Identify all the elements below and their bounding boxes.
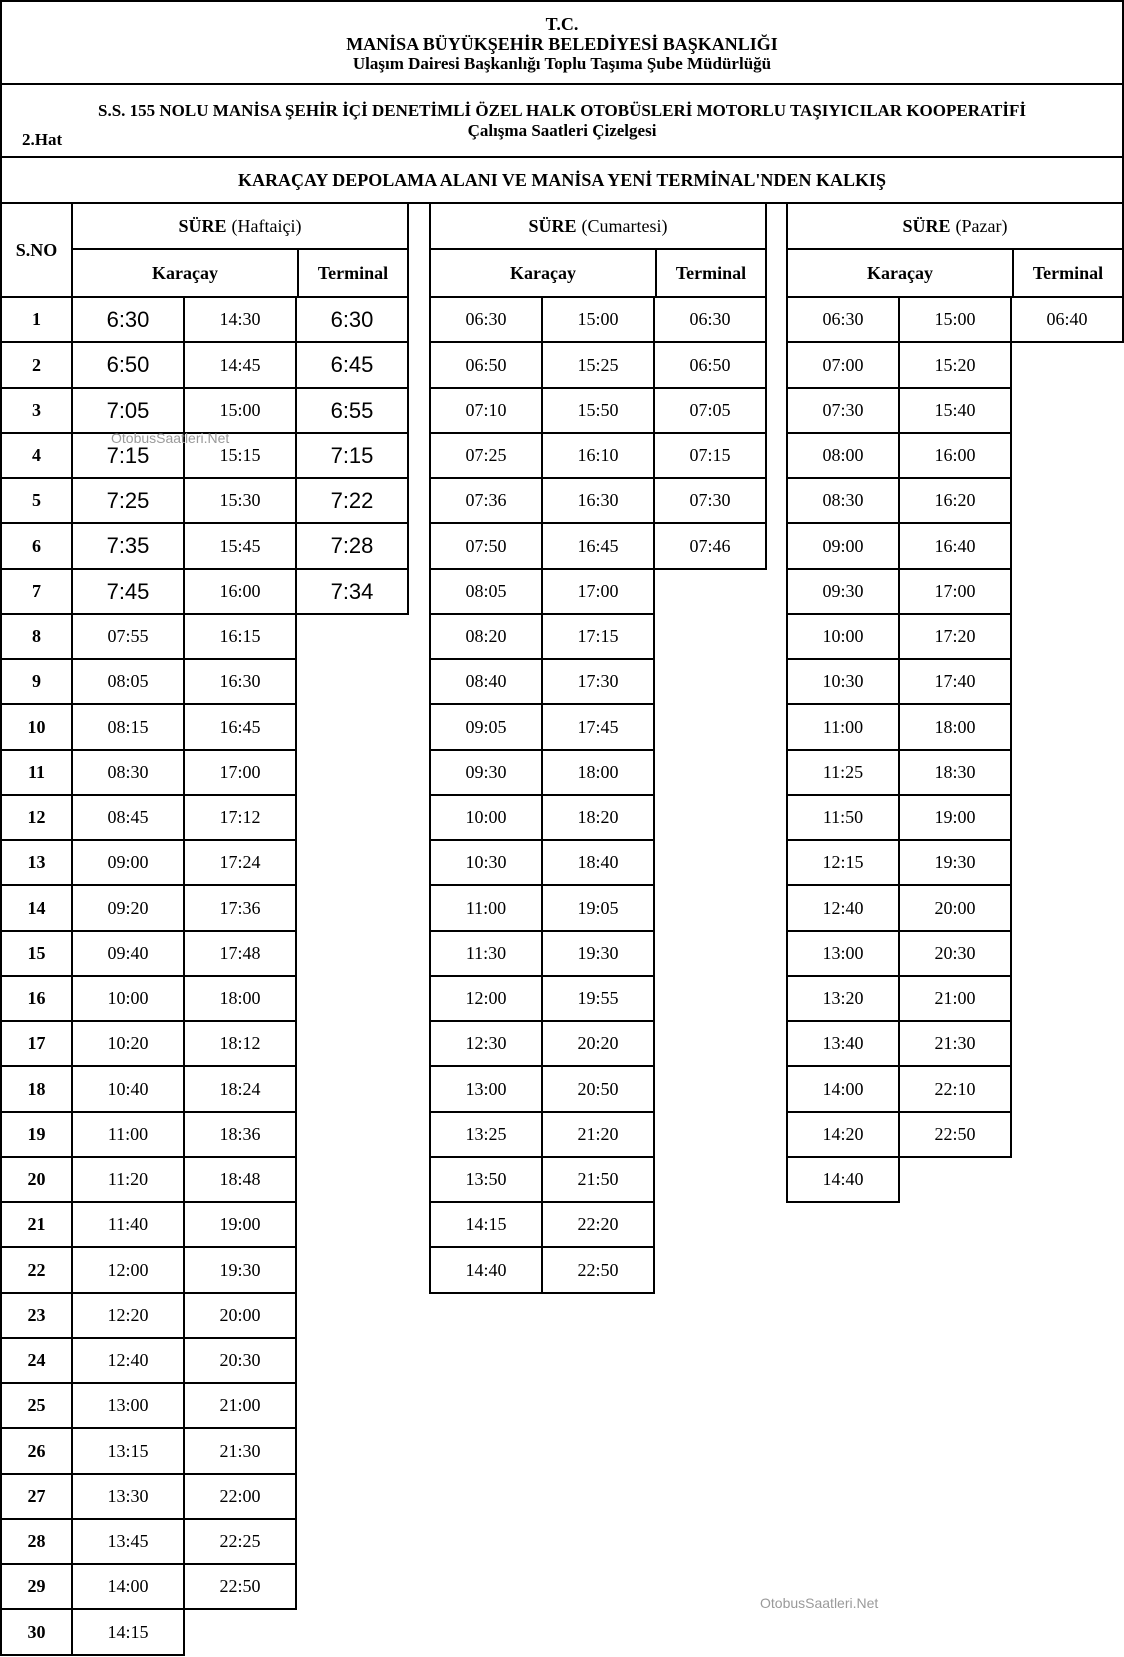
sno-cell: 21 <box>0 1201 73 1248</box>
karacay-time-cell: 10:00 <box>429 794 543 841</box>
watermark-bottom: OtobusSaatleri.Net <box>760 1595 879 1611</box>
terminal-time-cell: 7:28 <box>295 522 409 570</box>
karacay-time-cell: 15:00 <box>541 296 655 343</box>
sno-cell: 22 <box>0 1246 73 1294</box>
karacay-time-cell: 15:50 <box>541 387 655 434</box>
sno-cell: 3 <box>0 387 73 434</box>
sno-cell: 29 <box>0 1563 73 1610</box>
schedule-header-0 <box>71 202 409 250</box>
karacay-col-header: Karaçay <box>429 248 657 298</box>
karacay-time-cell: 07:25 <box>429 432 543 479</box>
sure-label: SÜRE <box>902 215 951 236</box>
karacay-time-cell: 11:40 <box>71 1201 185 1248</box>
karacay-time-cell: 11:25 <box>786 749 900 796</box>
karacay-time-cell: 14:15 <box>429 1201 543 1248</box>
karacay-time-cell: 08:20 <box>429 613 543 660</box>
sno-cell: 28 <box>0 1518 73 1565</box>
karacay-time-cell: 18:40 <box>541 839 655 886</box>
karacay-time-cell: 10:20 <box>71 1020 185 1067</box>
karacay-time-cell: 13:00 <box>71 1382 185 1429</box>
karacay-time-cell: 19:30 <box>541 930 655 977</box>
karacay-time-cell: 09:30 <box>429 749 543 796</box>
karacay-time-cell: 6:50 <box>71 341 185 389</box>
karacay-time-cell: 07:55 <box>71 613 185 660</box>
sno-cell: 6 <box>0 522 73 570</box>
sno-cell: 10 <box>0 703 73 751</box>
sno-cell: 4 <box>0 432 73 479</box>
karacay-time-cell: 07:36 <box>429 477 543 524</box>
karacay-time-cell: 13:45 <box>71 1518 185 1565</box>
sure-label: SÜRE <box>528 215 577 236</box>
karacay-time-cell: 7:15 <box>71 432 185 479</box>
karacay-time-cell: 16:10 <box>541 432 655 479</box>
sno-cell: 26 <box>0 1427 73 1475</box>
karacay-time-cell: 20:50 <box>541 1065 655 1113</box>
karacay-time-cell: 08:30 <box>786 477 900 524</box>
sno-cell: 30 <box>0 1608 73 1656</box>
karacay-time-cell: 07:30 <box>786 387 900 434</box>
karacay-time-cell: 12:15 <box>786 839 900 886</box>
terminal-time-cell: 07:15 <box>653 432 767 479</box>
route-title-bar <box>0 156 1124 204</box>
karacay-time-cell: 09:20 <box>71 884 185 932</box>
karacay-time-cell: 14:00 <box>71 1563 185 1610</box>
sno-cell: 7 <box>0 568 73 615</box>
sno-cell: 11 <box>0 749 73 796</box>
karacay-time-cell: 18:00 <box>183 975 297 1022</box>
karacay-time-cell: 09:00 <box>71 839 185 886</box>
karacay-time-cell: 08:05 <box>71 658 185 705</box>
karacay-time-cell: 14:15 <box>71 1608 185 1656</box>
karacay-time-cell: 16:15 <box>183 613 297 660</box>
karacay-time-cell: 15:30 <box>183 477 297 524</box>
karacay-time-cell: 11:00 <box>429 884 543 932</box>
karacay-time-cell: 12:40 <box>71 1337 185 1384</box>
karacay-time-cell: 15:20 <box>898 341 1012 389</box>
karacay-time-cell: 16:45 <box>541 522 655 570</box>
karacay-time-cell: 08:30 <box>71 749 185 796</box>
karacay-time-cell: 11:30 <box>429 930 543 977</box>
karacay-time-cell: 13:00 <box>429 1065 543 1113</box>
karacay-time-cell: 14:40 <box>786 1156 900 1203</box>
day-label: (Pazar) <box>955 215 1008 236</box>
karacay-time-cell: 16:40 <box>898 522 1012 570</box>
karacay-time-cell: 16:45 <box>183 703 297 751</box>
karacay-time-cell: 22:50 <box>183 1563 297 1610</box>
karacay-time-cell: 17:00 <box>898 568 1012 615</box>
sno-cell: 12 <box>0 794 73 841</box>
karacay-time-cell: 06:50 <box>429 341 543 389</box>
sno-cell: 9 <box>0 658 73 705</box>
karacay-time-cell: 16:00 <box>898 432 1012 479</box>
karacay-time-cell: 19:00 <box>183 1201 297 1248</box>
karacay-time-cell: 16:00 <box>183 568 297 615</box>
karacay-time-cell: 17:40 <box>898 658 1012 705</box>
karacay-time-cell: 7:25 <box>71 477 185 524</box>
karacay-time-cell: 12:00 <box>71 1246 185 1294</box>
sure-label: SÜRE <box>178 215 227 236</box>
karacay-time-cell: 20:30 <box>183 1337 297 1384</box>
terminal-time-cell: 7:22 <box>295 477 409 524</box>
karacay-time-cell: 16:30 <box>541 477 655 524</box>
karacay-time-cell: 15:45 <box>183 522 297 570</box>
karacay-time-cell: 6:30 <box>71 296 185 343</box>
karacay-time-cell: 15:00 <box>183 387 297 434</box>
karacay-time-cell: 21:20 <box>541 1111 655 1158</box>
karacay-time-cell: 18:36 <box>183 1111 297 1158</box>
karacay-time-cell: 08:00 <box>786 432 900 479</box>
karacay-time-cell: 17:36 <box>183 884 297 932</box>
terminal-time-cell: 06:50 <box>653 341 767 389</box>
terminal-time-cell: 6:55 <box>295 387 409 434</box>
karacay-time-cell: 19:05 <box>541 884 655 932</box>
terminal-time-cell: 07:46 <box>653 522 767 570</box>
karacay-time-cell: 14:30 <box>183 296 297 343</box>
karacay-time-cell: 14:00 <box>786 1065 900 1113</box>
karacay-time-cell: 19:55 <box>541 975 655 1022</box>
karacay-time-cell: 08:15 <box>71 703 185 751</box>
karacay-time-cell: 17:45 <box>541 703 655 751</box>
karacay-time-cell: 18:20 <box>541 794 655 841</box>
terminal-time-cell: 07:05 <box>653 387 767 434</box>
header-line-3: Ulaşım Dairesi Başkanlığı Toplu Taşıma Şube Müdürlüğü <box>352 54 772 73</box>
karacay-time-cell: 16:30 <box>183 658 297 705</box>
header-line-1: T.C. <box>545 14 579 34</box>
karacay-time-cell: 18:30 <box>898 749 1012 796</box>
sno-cell: 13 <box>0 839 73 886</box>
terminal-col-header: Terminal <box>655 248 767 298</box>
karacay-col-header: Karaçay <box>786 248 1014 298</box>
karacay-time-cell: 20:20 <box>541 1020 655 1067</box>
sno-cell: 19 <box>0 1111 73 1158</box>
karacay-time-cell: 13:25 <box>429 1111 543 1158</box>
sno-cell: 14 <box>0 884 73 932</box>
karacay-time-cell: 09:30 <box>786 568 900 615</box>
karacay-time-cell: 10:00 <box>71 975 185 1022</box>
route-title: KARAÇAY DEPOLAMA ALANI VE MANİSA YENİ TERMİNAL'NDEN KALKIŞ <box>238 170 886 190</box>
cooperative-name: S.S. 155 NOLU MANİSA ŞEHİR İÇİ DENETİMLİ ÖZEL HALK OTOBÜSLERİ MOTORLU TAŞIYICILAR KOOPERATİFİ <box>98 101 1026 120</box>
karacay-time-cell: 12:30 <box>429 1020 543 1067</box>
karacay-time-cell: 08:45 <box>71 794 185 841</box>
karacay-time-cell: 18:12 <box>183 1020 297 1067</box>
karacay-time-cell: 22:25 <box>183 1518 297 1565</box>
karacay-time-cell: 10:30 <box>429 839 543 886</box>
karacay-time-cell: 17:24 <box>183 839 297 886</box>
karacay-time-cell: 21:30 <box>183 1427 297 1475</box>
sno-header: S.NO <box>0 202 73 298</box>
karacay-time-cell: 15:15 <box>183 432 297 479</box>
karacay-time-cell: 18:00 <box>898 703 1012 751</box>
karacay-time-cell: 22:50 <box>898 1111 1012 1158</box>
karacay-time-cell: 07:00 <box>786 341 900 389</box>
terminal-time-cell: 06:40 <box>1010 296 1124 343</box>
karacay-time-cell: 7:05 <box>71 387 185 434</box>
schedule-header-1 <box>429 202 767 250</box>
karacay-time-cell: 15:00 <box>898 296 1012 343</box>
terminal-col-header: Terminal <box>1012 248 1124 298</box>
terminal-time-cell: 7:34 <box>295 568 409 615</box>
sno-cell: 24 <box>0 1337 73 1384</box>
karacay-time-cell: 11:20 <box>71 1156 185 1203</box>
terminal-col-header: Terminal <box>297 248 409 298</box>
karacay-time-cell: 11:00 <box>786 703 900 751</box>
line-number: 2.Hat <box>22 130 63 149</box>
sno-cell: 8 <box>0 613 73 660</box>
karacay-time-cell: 10:40 <box>71 1065 185 1113</box>
karacay-time-cell: 09:05 <box>429 703 543 751</box>
karacay-time-cell: 21:00 <box>898 975 1012 1022</box>
karacay-time-cell: 06:30 <box>429 296 543 343</box>
karacay-time-cell: 17:00 <box>183 749 297 796</box>
karacay-col-header: Karaçay <box>71 248 299 298</box>
sno-cell: 23 <box>0 1292 73 1339</box>
karacay-time-cell: 17:15 <box>541 613 655 660</box>
karacay-time-cell: 08:05 <box>429 568 543 615</box>
karacay-time-cell: 15:40 <box>898 387 1012 434</box>
karacay-time-cell: 22:20 <box>541 1201 655 1248</box>
terminal-time-cell: 6:45 <box>295 341 409 389</box>
sno-cell: 1 <box>0 296 73 343</box>
karacay-time-cell: 17:20 <box>898 613 1012 660</box>
karacay-time-cell: 13:00 <box>786 930 900 977</box>
karacay-time-cell: 10:30 <box>786 658 900 705</box>
karacay-time-cell: 13:50 <box>429 1156 543 1203</box>
karacay-time-cell: 11:00 <box>71 1111 185 1158</box>
watermark-top: OtobusSaatleri.Net <box>111 430 230 446</box>
terminal-time-cell: 06:30 <box>653 296 767 343</box>
sno-cell: 2 <box>0 341 73 389</box>
karacay-time-cell: 20:00 <box>898 884 1012 932</box>
sno-cell: 18 <box>0 1065 73 1113</box>
terminal-time-cell: 6:30 <box>295 296 409 343</box>
karacay-time-cell: 17:00 <box>541 568 655 615</box>
karacay-time-cell: 14:40 <box>429 1246 543 1294</box>
sno-cell: 25 <box>0 1382 73 1429</box>
karacay-time-cell: 12:00 <box>429 975 543 1022</box>
karacay-time-cell: 21:50 <box>541 1156 655 1203</box>
karacay-time-cell: 06:30 <box>786 296 900 343</box>
karacay-time-cell: 14:20 <box>786 1111 900 1158</box>
karacay-time-cell: 15:25 <box>541 341 655 389</box>
karacay-time-cell: 07:50 <box>429 522 543 570</box>
karacay-time-cell: 7:35 <box>71 522 185 570</box>
karacay-time-cell: 10:00 <box>786 613 900 660</box>
sno-cell: 16 <box>0 975 73 1022</box>
sno-cell: 5 <box>0 477 73 524</box>
terminal-time-cell: 7:15 <box>295 432 409 479</box>
karacay-time-cell: 19:30 <box>183 1246 297 1294</box>
karacay-time-cell: 12:20 <box>71 1292 185 1339</box>
day-label: (Cumartesi) <box>581 215 668 236</box>
karacay-time-cell: 21:00 <box>183 1382 297 1429</box>
sno-cell: 20 <box>0 1156 73 1203</box>
karacay-time-cell: 19:30 <box>898 839 1012 886</box>
cooperative-header <box>0 83 1124 158</box>
header-line-2: MANİSA BÜYÜKŞEHİR BELEDİYESİ BAŞKANLIĞI <box>346 34 778 54</box>
karacay-time-cell: 18:24 <box>183 1065 297 1113</box>
sno-cell: 15 <box>0 930 73 977</box>
karacay-time-cell: 7:45 <box>71 568 185 615</box>
karacay-time-cell: 13:30 <box>71 1473 185 1520</box>
sno-cell: 17 <box>0 1020 73 1067</box>
karacay-time-cell: 13:40 <box>786 1020 900 1067</box>
karacay-time-cell: 13:20 <box>786 975 900 1022</box>
karacay-time-cell: 21:30 <box>898 1020 1012 1067</box>
authority-header <box>0 0 1124 85</box>
karacay-time-cell: 20:00 <box>183 1292 297 1339</box>
karacay-time-cell: 22:00 <box>183 1473 297 1520</box>
karacay-time-cell: 22:10 <box>898 1065 1012 1113</box>
day-label: (Haftaiçi) <box>231 215 302 236</box>
karacay-time-cell: 17:30 <box>541 658 655 705</box>
karacay-time-cell: 22:50 <box>541 1246 655 1294</box>
karacay-time-cell: 09:00 <box>786 522 900 570</box>
karacay-time-cell: 13:15 <box>71 1427 185 1475</box>
karacay-time-cell: 17:12 <box>183 794 297 841</box>
schedule-header-2 <box>786 202 1124 250</box>
karacay-time-cell: 08:40 <box>429 658 543 705</box>
karacay-time-cell: 19:00 <box>898 794 1012 841</box>
terminal-time-cell: 07:30 <box>653 477 767 524</box>
karacay-time-cell: 20:30 <box>898 930 1012 977</box>
sno-cell: 27 <box>0 1473 73 1520</box>
karacay-time-cell: 14:45 <box>183 341 297 389</box>
karacay-time-cell: 18:48 <box>183 1156 297 1203</box>
karacay-time-cell: 07:10 <box>429 387 543 434</box>
karacay-time-cell: 16:20 <box>898 477 1012 524</box>
karacay-time-cell: 12:40 <box>786 884 900 932</box>
karacay-time-cell: 17:48 <box>183 930 297 977</box>
karacay-time-cell: 09:40 <box>71 930 185 977</box>
karacay-time-cell: 18:00 <box>541 749 655 796</box>
karacay-time-cell: 11:50 <box>786 794 900 841</box>
schedule-subtitle: Çalışma Saatleri Çizelgesi <box>467 121 657 140</box>
